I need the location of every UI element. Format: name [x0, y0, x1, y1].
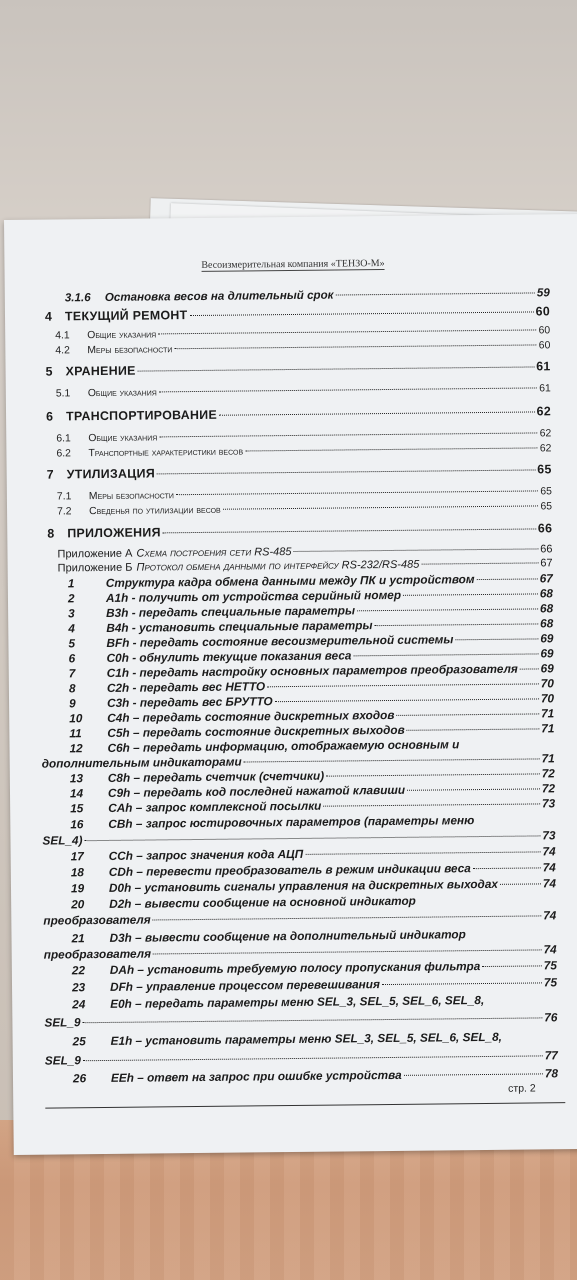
- toc-entry-title: Протокол обмена данными по интерфейсу RS-232/RS-485: [136, 558, 420, 574]
- toc-entry-number: 5.1: [55, 388, 71, 400]
- toc-entry-page: 61: [536, 359, 551, 374]
- toc-entry: [43, 908, 556, 927]
- toc-entry-number: 4: [44, 309, 53, 324]
- dot-leader: [223, 505, 539, 509]
- toc-entry-title: B4h - установить специальные параметры: [106, 618, 373, 635]
- toc-entry-page: 75: [543, 958, 557, 973]
- toc-entry-page: 67: [540, 557, 553, 570]
- toc-entry-number: 21: [71, 931, 85, 946]
- toc-entry-page: 77: [544, 1048, 558, 1063]
- dot-leader: [520, 668, 539, 669]
- toc-entry-title: C3h - передать вес БРУТТО: [106, 694, 273, 710]
- toc-entry-title: Общие указания: [88, 432, 158, 445]
- toc-entry-page: 72: [541, 766, 555, 781]
- dot-leader: [421, 562, 538, 564]
- toc-entry-title: B3h - передать специальные параметры: [106, 603, 356, 620]
- dot-leader: [153, 915, 542, 920]
- toc-entry-title: ПРИЛОЖЕНИЯ: [67, 525, 161, 541]
- toc-entry-page: 74: [542, 860, 556, 875]
- toc-entry-title: Меры безопасности: [87, 344, 173, 357]
- toc-entry-page: 71: [540, 706, 555, 721]
- toc-entry-number: 16: [70, 817, 84, 832]
- toc-entry-page: 69: [540, 661, 554, 676]
- toc-entry-page: 69: [540, 646, 554, 661]
- dot-leader: [245, 447, 538, 451]
- dot-leader: [323, 803, 540, 806]
- toc-entry-title: Меры безопасности: [88, 490, 174, 503]
- footer-rule: [45, 1102, 565, 1108]
- toc-entry-page: 70: [540, 691, 555, 706]
- toc-entry-number: 15: [70, 801, 84, 816]
- toc-entry-number: 1: [67, 576, 75, 591]
- toc-entry-number: 10: [69, 711, 83, 726]
- toc-entry-title: DFh – управление процессом перевешивания: [109, 977, 380, 994]
- dot-leader: [374, 623, 538, 626]
- toc-entry-number: 19: [70, 881, 85, 896]
- toc-entry-title: E1h – установить параметры меню SEL_3, SEL_5, SEL_6, SEL_8,: [110, 1029, 502, 1048]
- toc-entry-page: 71: [541, 751, 555, 766]
- toc-entry: [47, 462, 552, 481]
- toc-entry: [73, 1029, 558, 1048]
- toc-entry-page: 60: [538, 325, 551, 337]
- toc-entry-title: Транспортные характеристики весов: [88, 446, 244, 460]
- toc-entry-title: дополнительным индикаторами: [41, 754, 242, 771]
- toc-entry-page: 62: [536, 404, 552, 419]
- toc-entry-number: 20: [71, 897, 85, 912]
- dot-leader: [82, 1017, 542, 1023]
- toc-entry-page: 62: [539, 443, 552, 455]
- toc-entry-page: 65: [540, 501, 553, 513]
- toc-entry: [72, 958, 557, 977]
- toc-entry-page: 68: [539, 601, 554, 616]
- toc-entry-title: C2h - передать вес НЕТТО: [106, 679, 266, 695]
- dot-leader: [176, 490, 538, 495]
- dot-leader: [500, 883, 541, 884]
- toc-entry-title: D2h – вывести сообщение на основной индикатор: [109, 893, 416, 911]
- toc-entry: [45, 1048, 558, 1067]
- toc-entry: [56, 382, 551, 401]
- toc-entry-title: C4h – передать состояние дискретных входов: [107, 707, 395, 725]
- toc-entry-title: CDh – перевести преобразователь в режим индикации веса: [108, 861, 471, 879]
- dot-leader: [157, 469, 535, 474]
- toc-entry-number: 26: [72, 1071, 87, 1086]
- dot-leader: [159, 432, 537, 437]
- toc-entry-title: C1h - передать настройку основных параметров преобразователя: [106, 661, 518, 680]
- toc-entry-page: 74: [543, 908, 557, 923]
- toc-entry-page: 74: [542, 876, 557, 891]
- toc-entry-page: 65: [537, 462, 552, 477]
- toc-entry-page: 70: [540, 676, 554, 691]
- toc-entry-title: EEh – ответ на запрос при ошибке устройства: [110, 1067, 402, 1085]
- toc-entry-title: C5h – передать состояние дискретных выходов: [107, 722, 405, 740]
- toc-entry-number: 9: [68, 696, 76, 711]
- toc-entry: [73, 1066, 558, 1085]
- toc-entry-number: 24: [72, 997, 86, 1012]
- dot-leader: [403, 593, 538, 595]
- dot-leader: [174, 344, 536, 349]
- dot-leader: [158, 329, 536, 334]
- toc-entry-title: CCh – запрос значения кода АЦП: [108, 846, 304, 863]
- document-page: [4, 214, 577, 1155]
- toc-entry-page: 67: [539, 571, 553, 586]
- toc-entry-title: C0h - обнулить текущие показания веса: [106, 648, 352, 665]
- toc-entry-page: 71: [541, 721, 555, 736]
- toc-entry-page: 76: [544, 1010, 558, 1025]
- toc-entry-number: 12: [69, 741, 83, 756]
- dot-leader: [159, 387, 537, 392]
- toc-entry-title: CBh – запрос юстировочных параметров (параметры меню: [108, 813, 475, 831]
- toc-entry: [46, 404, 551, 423]
- toc-entry-number: Приложение А: [57, 547, 133, 561]
- toc-entry-title: Остановка весов на длительный срок: [104, 288, 334, 304]
- dot-leader: [396, 713, 539, 715]
- toc-entry-page: 74: [543, 942, 557, 957]
- toc-entry-page: 73: [541, 796, 556, 811]
- toc-entry-title: CAh – запрос комплексной посылки: [108, 798, 322, 815]
- toc-entry-page: 73: [542, 828, 556, 843]
- toc-entry-number: 7.2: [57, 506, 72, 518]
- toc-entry-page: 78: [544, 1066, 559, 1081]
- toc-entry-page: 69: [540, 631, 554, 646]
- toc-entry-page: 60: [538, 340, 551, 352]
- toc-entry-title: ТРАНСПОРТИРОВАНИЕ: [65, 407, 218, 424]
- dot-leader: [219, 411, 535, 415]
- toc-entry-number: 2: [67, 591, 75, 606]
- dot-leader: [473, 867, 541, 869]
- toc-entry-number: 6: [45, 409, 54, 424]
- page-header: Весоизмерительная компания «ТЕНЗО-М»: [201, 258, 385, 271]
- toc-entry: [44, 1010, 557, 1029]
- toc-entry-number: 4.2: [55, 345, 70, 357]
- toc-entry-page: 59: [536, 286, 550, 300]
- dot-leader: [244, 758, 540, 762]
- toc-entry-number: 5: [45, 364, 53, 379]
- toc-entry-number: 23: [71, 980, 86, 995]
- toc-entry: [45, 304, 550, 323]
- toc-entry: [46, 359, 551, 378]
- toc-entry-title: D0h – установить сигналы управления на дискретных выходах: [108, 876, 498, 895]
- toc-entry-number: 6.2: [56, 448, 71, 460]
- toc-entry-title: SEL_4): [42, 833, 83, 848]
- toc-entry-title: Сведенья по утилизации весов: [89, 504, 221, 518]
- toc-entry-number: 8: [68, 681, 76, 696]
- toc-entry-number: 6.1: [56, 433, 71, 445]
- dot-leader: [407, 728, 540, 730]
- toc-entry-title: SEL_9: [44, 1015, 81, 1030]
- toc-entry-number: 14: [69, 786, 84, 801]
- dot-leader: [482, 965, 541, 967]
- toc-entry-number: 3: [68, 606, 75, 621]
- toc-entry: [65, 286, 550, 305]
- toc-entry-title: DAh – установить требуемую полосу пропускания фильтра: [109, 959, 481, 977]
- dot-leader: [404, 1073, 543, 1075]
- dot-leader: [455, 638, 538, 640]
- toc-entry-title: ХРАНЕНИЕ: [65, 363, 136, 379]
- toc-entry-number: 25: [72, 1034, 86, 1049]
- toc-entry-number: 13: [69, 771, 84, 786]
- toc-entry-title: Схема построения сети RS-485: [136, 546, 292, 560]
- dot-leader: [190, 311, 534, 316]
- toc-entry-title: Общие указания: [87, 387, 157, 400]
- toc-entry-title: ТЕКУЩИЙ РЕМОНТ: [64, 308, 188, 324]
- dot-leader: [275, 698, 539, 702]
- toc-entry-number: 22: [71, 963, 86, 978]
- toc-entry-number: 3.1.6: [64, 291, 91, 305]
- toc-entry-number: 4: [68, 621, 75, 636]
- table-of-contents: [5, 284, 577, 1086]
- toc-entry-page: 74: [542, 844, 556, 859]
- toc-entry: [47, 521, 552, 540]
- toc-entry-title: E0h – передать параметры меню SEL_3, SEL_5, SEL_6, SEL_8,: [110, 993, 485, 1011]
- toc-entry-title: SEL_9: [44, 1053, 81, 1068]
- toc-entry-page: 60: [535, 304, 551, 319]
- toc-entry-title: C9h – передать код последней нажатой клавиши: [107, 782, 406, 800]
- toc-entry-number: 17: [70, 849, 84, 864]
- toc-entry-page: 68: [539, 586, 554, 601]
- toc-entry-title: C8h – передать счетчик (счетчики): [107, 768, 325, 785]
- dot-leader: [163, 528, 536, 533]
- page-number: стр. 2: [508, 1082, 536, 1095]
- dot-leader: [477, 578, 538, 580]
- toc-entry: [72, 992, 557, 1011]
- toc-entry-page: 65: [540, 486, 552, 498]
- dot-leader: [267, 683, 539, 687]
- dot-leader: [326, 773, 540, 776]
- toc-entry-title: C6h – передать информацию, отображаемую основным и: [107, 737, 460, 755]
- dot-leader: [153, 949, 542, 954]
- dot-leader: [305, 851, 540, 854]
- toc-entry-title: D3h – вывести сообщение на дополнительный индикатор: [109, 927, 466, 945]
- toc-entry-page: 66: [537, 521, 553, 536]
- toc-entry-page: 61: [539, 383, 551, 395]
- dot-leader: [407, 788, 540, 790]
- toc-entry-title: Общие указания: [87, 329, 157, 342]
- dot-leader: [353, 653, 538, 656]
- toc-entry-number: 11: [69, 726, 82, 741]
- toc-entry-page: 62: [539, 428, 552, 440]
- dot-leader: [83, 1055, 543, 1061]
- toc-entry-number: 5: [68, 636, 76, 651]
- toc-entry-title: Структура кадра обмена данными между ПК и устройством: [105, 572, 475, 590]
- toc-entry-page: 66: [540, 543, 553, 556]
- toc-entry-number: 6: [68, 651, 76, 666]
- toc-entry-number: Приложение Б: [57, 561, 133, 575]
- toc-entry-number: 7: [68, 666, 76, 681]
- toc-entry-title: преобразователя: [43, 946, 152, 962]
- toc-entry-page: 72: [541, 781, 556, 796]
- dot-leader: [382, 982, 542, 985]
- dot-leader: [84, 835, 540, 841]
- toc-entry-title: BFh - передать состояние весоизмерительной системы: [106, 632, 454, 650]
- dot-leader: [336, 292, 535, 295]
- toc-entry-number: 8: [47, 526, 55, 541]
- toc-entry-title: УТИЛИЗАЦИЯ: [66, 466, 156, 482]
- dot-leader: [357, 608, 538, 611]
- toc-entry-number: 7.1: [56, 491, 72, 503]
- toc-entry-page: 68: [540, 616, 554, 631]
- toc-entry-number: 4.1: [55, 330, 70, 342]
- toc-entry: [72, 975, 557, 994]
- toc-entry-title: A1h - получить от устройства серийный номер: [105, 587, 402, 605]
- toc-entry-number: 18: [70, 865, 85, 880]
- toc-entry-page: 75: [543, 975, 558, 990]
- dot-leader: [293, 548, 538, 552]
- toc-entry-number: 7: [46, 467, 54, 482]
- dot-leader: [138, 366, 534, 371]
- toc-entry-title: преобразователя: [43, 912, 151, 928]
